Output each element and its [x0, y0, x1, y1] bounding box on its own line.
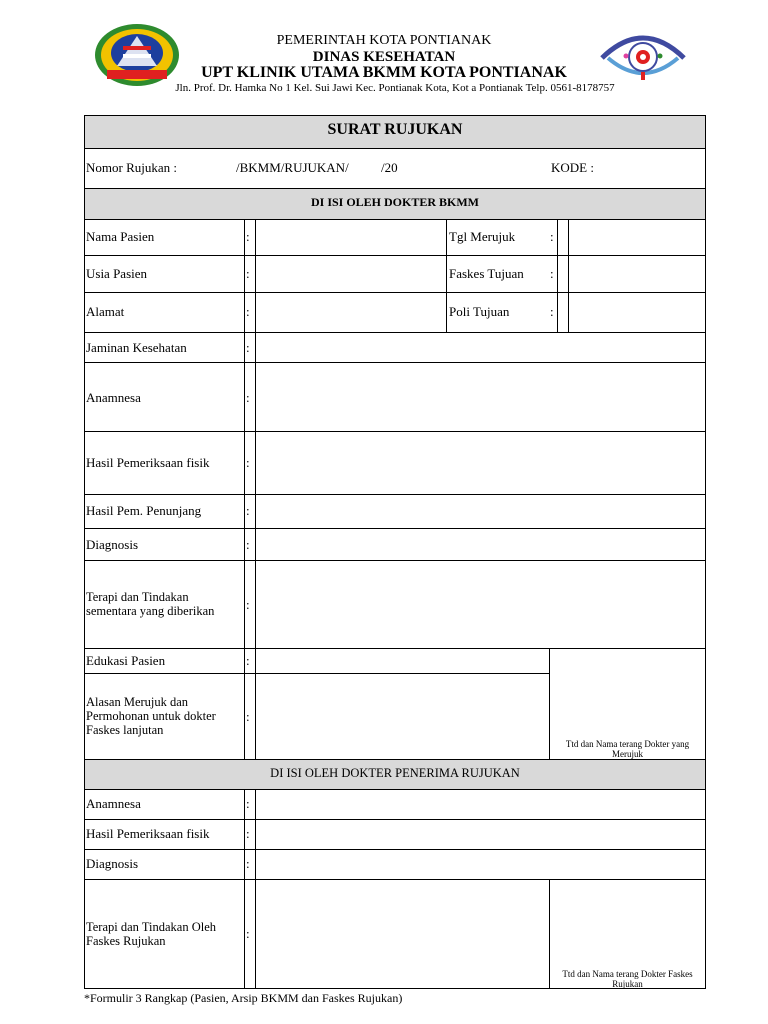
label-alasan	[86, 695, 216, 737]
nomor-year: /20	[381, 160, 398, 175]
colon: :	[246, 537, 250, 552]
colon: :	[246, 597, 250, 612]
signature1-line2: Merujuk	[612, 749, 643, 759]
label-alasan-line1: Alasan Merujuk dan	[86, 695, 189, 709]
colon: :	[246, 709, 250, 724]
kode-label: KODE :	[551, 160, 594, 175]
label-alasan-line3: Faskes lanjutan	[86, 723, 164, 737]
label-diagnosis-2: Diagnosis	[86, 856, 138, 871]
header-government: PEMERINTAH KOTA PONTIANAK	[276, 33, 492, 48]
label-terapi2-line2: Faskes Rujukan	[86, 934, 166, 948]
label-alamat: Alamat	[86, 304, 125, 319]
nomor-label: Nomor Rujukan :	[86, 160, 177, 175]
label-anamnesa: Anamnesa	[86, 390, 141, 405]
colon: :	[246, 229, 250, 244]
section2-heading: DI ISI OLEH DOKTER PENERIMA RUJUKAN	[270, 766, 520, 780]
colon: :	[246, 926, 250, 941]
label-pemeriksaan-fisik: Hasil Pemeriksaan fisik	[86, 455, 210, 470]
footer-note: *Formulir 3 Rangkap (Pasien, Arsip BKMM dan Faskes Rujukan)	[84, 991, 403, 1005]
label-pemeriksaan-fisik-2: Hasil Pemeriksaan fisik	[86, 826, 210, 841]
signature2-line2: Rujukan	[612, 979, 643, 989]
colon: :	[246, 455, 250, 470]
label-nama-pasien: Nama Pasien	[86, 229, 155, 244]
label-poli-tujuan: Poli Tujuan	[449, 304, 510, 319]
label-terapi-line2: sementara yang diberikan	[86, 604, 215, 618]
label-jaminan: Jaminan Kesehatan	[86, 340, 187, 355]
label-terapi2-line1: Terapi dan Tindakan Oleh	[86, 920, 217, 934]
label-faskes-tujuan: Faskes Tujuan	[449, 266, 524, 281]
colon: :	[550, 229, 554, 244]
header-department: DINAS KESEHATAN	[312, 49, 456, 65]
label-anamnesa-2: Anamnesa	[86, 796, 141, 811]
colon: :	[246, 304, 250, 319]
colon: :	[246, 390, 250, 405]
label-usia-pasien: Usia Pasien	[86, 266, 148, 281]
label-alasan-line2: Permohonan untuk dokter	[86, 709, 216, 723]
colon: :	[246, 503, 250, 518]
signature-receiving-doctor	[550, 969, 705, 989]
label-terapi	[86, 590, 214, 618]
colon: :	[246, 856, 250, 871]
colon: :	[246, 796, 250, 811]
label-terapi-line1: Terapi dan Tindakan	[86, 590, 189, 604]
label-terapi-2	[86, 920, 216, 948]
signature2-line1: Ttd dan Nama terang Dokter Faskes	[562, 969, 693, 979]
signature1-line1: Ttd dan Nama terang Dokter yang	[565, 739, 690, 749]
colon: :	[246, 340, 250, 355]
signature-referring-doctor	[550, 739, 705, 759]
label-penunjang: Hasil Pem. Penunjang	[86, 503, 202, 518]
label-diagnosis: Diagnosis	[86, 537, 138, 552]
header-address: Jln. Prof. Dr. Hamka No 1 Kel. Sui Jawi Kec. Pontianak Kota, Kot a Pontianak Telp. 0561-8178757	[175, 82, 615, 94]
header-clinic: UPT KLINIK UTAMA BKMM KOTA PONTIANAK	[201, 64, 567, 81]
label-edukasi: Edukasi Pasien	[86, 653, 166, 668]
label-tgl-merujuk: Tgl Merujuk	[449, 229, 516, 244]
nomor-mid: /BKMM/RUJUKAN/	[236, 160, 349, 175]
section1-heading: DI ISI OLEH DOKTER BKMM	[310, 195, 480, 209]
form-title: SURAT RUJUKAN	[327, 121, 463, 138]
colon: :	[550, 304, 554, 319]
colon: :	[246, 266, 250, 281]
colon: :	[550, 266, 554, 281]
colon: :	[246, 653, 250, 668]
colon: :	[246, 826, 250, 841]
